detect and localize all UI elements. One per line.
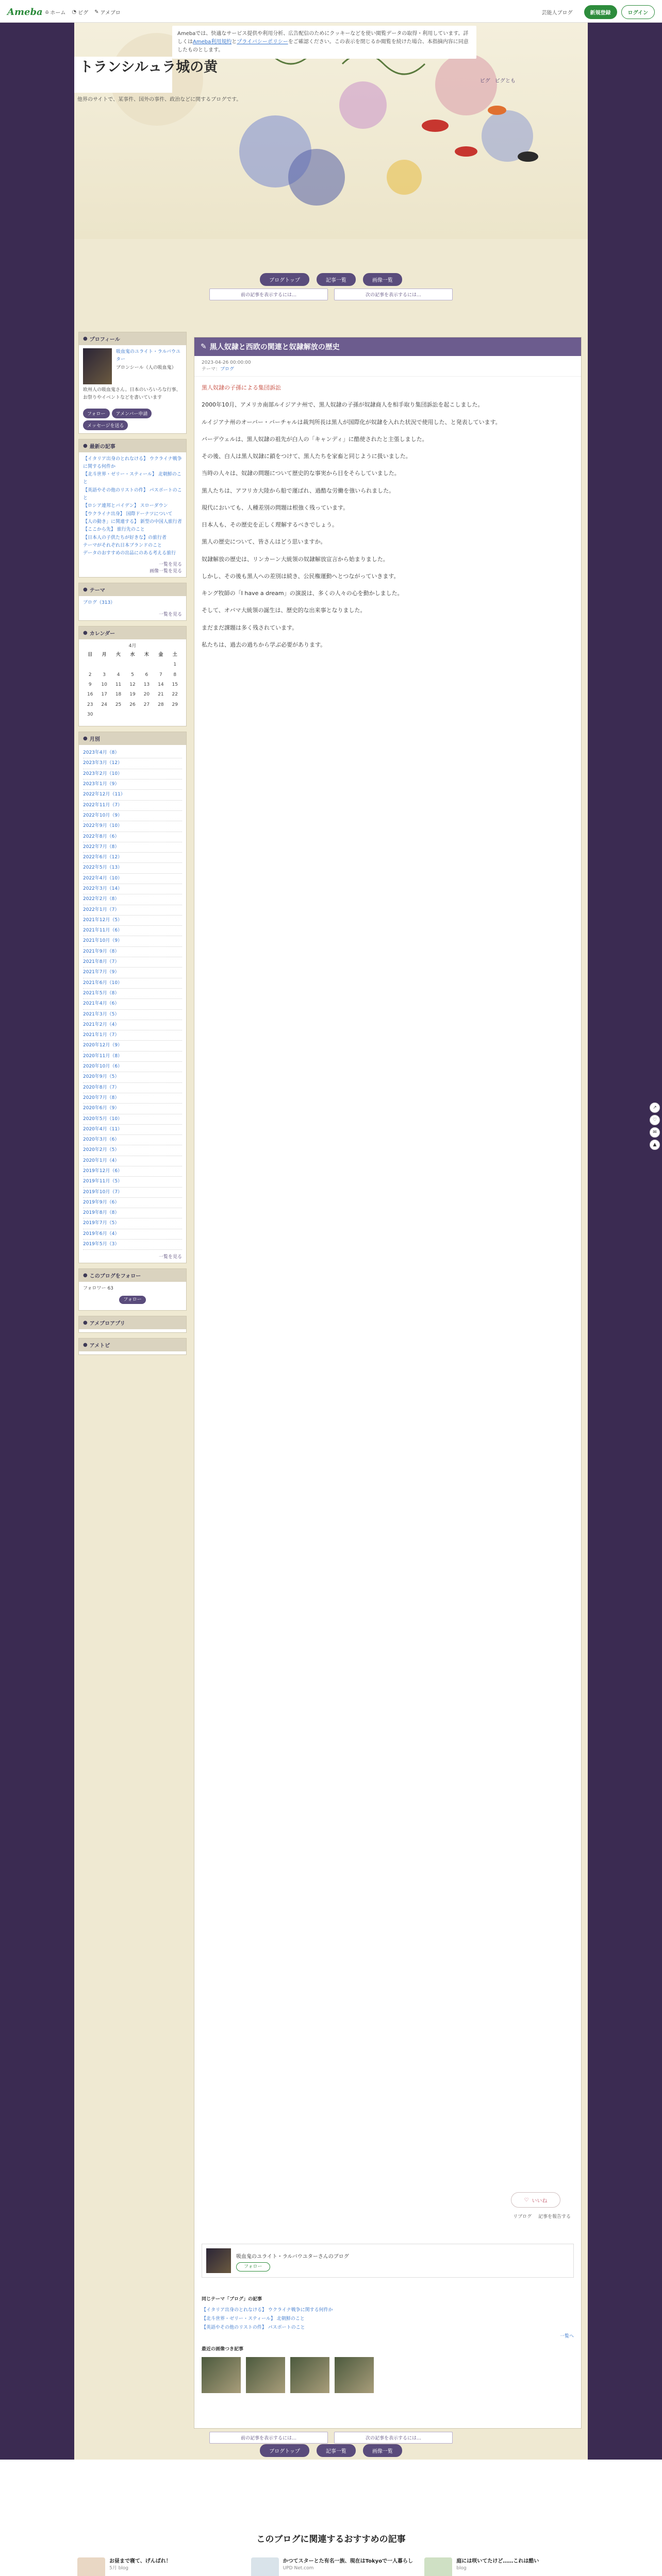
blog-frame — [74, 23, 588, 2460]
archive-item[interactable]: 2022年12月（11） — [83, 790, 182, 800]
scroll-top-icon[interactable]: ▲ — [650, 1140, 660, 1150]
bottom-next-link[interactable]: 次の記事を表示するには… — [334, 2432, 453, 2444]
archive-item[interactable]: 2019年12月（6） — [83, 1166, 182, 1177]
weekday: 日 — [88, 652, 93, 658]
calendar-day[interactable]: 29 — [172, 702, 178, 707]
article-icon: ✎ — [201, 343, 207, 351]
recent-item[interactable]: 【イタリア出身のとれなける】 ウクライナ戦争に関する何件か — [83, 456, 182, 469]
archive-item[interactable]: 2020年12月（9） — [83, 1041, 182, 1051]
related-title: 同じテーマ「ブログ」の記事 — [202, 2297, 262, 2302]
archive-list — [79, 745, 186, 1253]
article-paragraph: 当時の人々は、奴隷の問題について歴史的な事実から目をそらしていました。 — [202, 470, 400, 477]
archive-item[interactable]: 2021年8月（7） — [83, 957, 182, 968]
follower-follow-button[interactable]: フォロー — [119, 1296, 146, 1304]
calendar-day[interactable]: 22 — [172, 692, 178, 698]
blog-top-button[interactable]: ブログトップ — [260, 273, 309, 286]
image-entry-thumb[interactable] — [246, 2357, 285, 2393]
recommend-name: 庭には咲いてたけど……これは酷い — [456, 2558, 539, 2564]
recommend-item[interactable] — [77, 2557, 241, 2576]
archive-item[interactable]: 2020年3月（6） — [83, 1135, 182, 1145]
weekday: 土 — [172, 652, 177, 658]
recent-box — [78, 439, 187, 578]
follow-card-button[interactable]: フォロー — [236, 2262, 270, 2272]
bottom-image-list-button[interactable]: 画像一覧 — [363, 2444, 402, 2457]
bottom-entry-list-button[interactable]: 記事一覧 — [317, 2444, 356, 2457]
article-header — [194, 337, 581, 356]
calendar-day[interactable]: 17 — [101, 692, 107, 698]
archive-item[interactable]: 2022年7月（8） — [83, 842, 182, 853]
follower-box — [78, 1268, 187, 1311]
recommend-thumb — [424, 2557, 452, 2576]
app-icon: ● — [83, 1319, 88, 1326]
amember-button[interactable]: アメンバー申請 — [112, 409, 152, 418]
calendar-day[interactable]: 23 — [87, 702, 93, 707]
pager — [74, 289, 588, 300]
theme-heading: ● テーマ — [79, 583, 186, 596]
archive-item[interactable]: 2021年5月（8） — [83, 989, 182, 999]
blog-description: 他界のサイトで、某事件、国外の事件、政治などに関するブログです。 — [77, 97, 242, 103]
recent-item[interactable]: 【人の動き」に関連する】 新型の中国人旅行者 — [83, 519, 182, 524]
calendar-body — [79, 639, 186, 723]
float-buttons — [650, 1103, 660, 1150]
recent-item[interactable]: 【ロシア連邦とバイデン】 スローダウン — [83, 503, 168, 509]
article-paragraph: ルイジアナ州のオーバー・バーチャルは裁判所長は黒人が国際化が奴隷を入れた状況で使用した、と発表しています。 — [202, 418, 501, 426]
archive-item[interactable]: 2022年2月（8） — [83, 894, 182, 905]
home-icon: ⌂ — [45, 9, 49, 15]
archive-item[interactable]: 2022年4月（10） — [83, 874, 182, 884]
bottom-blog-top-button[interactable]: ブログトップ — [260, 2444, 309, 2457]
bottom-prev-link[interactable]: 前の記事を表示するには… — [209, 2432, 328, 2444]
reblog-line — [513, 2213, 571, 2219]
recent-icon: ● — [83, 443, 88, 449]
calendar-day — [168, 710, 182, 720]
calendar-day[interactable]: 6 — [145, 672, 148, 677]
article-paragraph: その後、白人は黒人奴隷に鎖をつけて、黒人たちを家畜と同じように扱いました。 — [202, 453, 411, 460]
article-paragraph: キング牧師の「I have a dream」の演説は、多くの人々の心を動かしました。 — [202, 590, 403, 597]
calendar-day — [125, 660, 139, 670]
entry-list-button[interactable]: 記事一覧 — [317, 273, 356, 286]
image-entry-thumb[interactable] — [202, 2357, 241, 2393]
profile-heading: ● プロフィール — [79, 332, 186, 345]
archive-item[interactable]: 2021年1月（7） — [83, 1030, 182, 1041]
recommend-source: 5月 blog — [109, 2566, 129, 2571]
recommend-name: かつてスターとた有名一族、現在はTokyoで一人暮らし — [283, 2558, 413, 2564]
blog-header — [74, 23, 588, 239]
calendar-week — [83, 680, 182, 690]
article-paragraph: 私たちは、過去の過ちから学ぶ必要があります。 — [202, 641, 326, 648]
weekday: 火 — [116, 652, 121, 658]
app-box — [78, 1316, 187, 1333]
theme-label: テーマ： — [202, 367, 221, 372]
reblog-link[interactable]: リブログ — [513, 2214, 532, 2219]
recent-image-more-link[interactable]: 画像一覧を見る — [149, 569, 182, 574]
theme-icon: ● — [83, 587, 88, 593]
recent-more-link[interactable]: 一覧を見る — [158, 562, 182, 568]
follow-card — [202, 2244, 574, 2278]
theme-item[interactable]: ブログ（313） — [83, 600, 115, 606]
article-paragraph: 黒人たちは、アフリカ大陸から船で運ばれ、過酷な労働を強いられました。 — [202, 487, 395, 494]
archive-item[interactable]: 2019年5月（3） — [83, 1240, 182, 1250]
calendar-day[interactable]: 16 — [87, 692, 93, 698]
recommend-source: blog — [456, 2566, 467, 2571]
archive-item[interactable]: 2020年7月（8） — [83, 1093, 182, 1104]
archive-item[interactable]: 2019年11月（5） — [83, 1177, 182, 1187]
profile-image[interactable] — [83, 348, 112, 384]
calendar-day[interactable]: 30 — [87, 711, 93, 717]
calendar-day[interactable]: 13 — [143, 682, 150, 687]
recent-heading: ● 最新の記事 — [79, 439, 186, 452]
celebrity-blog-link[interactable]: 芸能人ブログ — [541, 10, 573, 16]
image-entry-thumb[interactable] — [290, 2357, 329, 2393]
profile-box — [78, 332, 187, 434]
profile-line: ブロンシール（人の吸血鬼） — [116, 365, 176, 370]
profile-buttons — [79, 405, 186, 430]
article-title[interactable]: 黒人奴隷と西欧の関連と奴隷解放の歴史 — [209, 343, 340, 351]
header-nav-buttons — [74, 273, 588, 286]
follower-body — [79, 1282, 186, 1307]
calendar-day[interactable]: 4 — [117, 672, 120, 677]
archive-icon: ● — [83, 736, 88, 742]
recommend-thumb — [77, 2557, 105, 2576]
calendar-day[interactable]: 27 — [143, 702, 150, 707]
archive-item[interactable]: 2019年9月（6） — [83, 1198, 182, 1208]
theme-list — [79, 596, 186, 610]
calendar-day[interactable]: 9 — [88, 682, 92, 687]
archive-item[interactable]: 2022年1月（7） — [83, 905, 182, 916]
like-float-icon[interactable]: ♡ — [650, 1115, 660, 1125]
image-entries-title: 最近の画像つき記事 — [202, 2347, 244, 2352]
related-item[interactable]: 【イタリア出身のとれなける】 ウクライナ戦争に関する何件か — [202, 2308, 333, 2313]
archive-item[interactable]: 2023年1月（9） — [83, 779, 182, 790]
nav-ameblo[interactable]: ✎ アメブロ — [94, 9, 121, 16]
blog-title-box — [74, 57, 218, 93]
bottom-pager — [74, 2432, 588, 2444]
related-item[interactable]: 【北斗世界・ゼリー・スティール】 北朝鮮のこと — [202, 2316, 305, 2322]
profile-name[interactable]: 吸血鬼のユライト・ラルバウユター — [116, 349, 180, 363]
follow-card-name[interactable]: 吸血鬼のユライト・ラルバウユターさんのブログ — [236, 2254, 349, 2260]
calendar-day — [97, 660, 111, 670]
terms-link[interactable]: Ameba利用規約 — [193, 39, 232, 45]
calendar-day — [140, 710, 154, 720]
article-paragraph: 現代においても、人種差別の問題は根強く残っています。 — [202, 504, 349, 511]
archive-item[interactable]: 2021年2月（4） — [83, 1020, 182, 1030]
recent-item[interactable]: テーマがそれぞれ日本ブランドのこと — [83, 543, 162, 548]
archive-item[interactable]: 2021年9月（8） — [83, 947, 182, 957]
archive-item[interactable]: 2022年6月（12） — [83, 853, 182, 863]
article-paragraph: 日本人も、その歴史を正しく理解するべきでしょう。 — [202, 521, 338, 528]
calendar-day — [154, 660, 168, 670]
calendar-day — [111, 660, 125, 670]
follower-count: 63 — [107, 1286, 113, 1292]
archive-item[interactable]: 2020年4月（11） — [83, 1125, 182, 1135]
report-link[interactable]: 記事を報告する — [538, 2214, 571, 2219]
follower-count-label: フォロワー — [83, 1286, 106, 1292]
archive-item[interactable]: 2020年9月（5） — [83, 1072, 182, 1082]
ametopi-heading: ● アメトピ — [79, 1338, 186, 1351]
recommend-item[interactable] — [251, 2557, 415, 2576]
archive-item[interactable]: 2020年2月（5） — [83, 1145, 182, 1156]
recommend-thumb — [251, 2557, 279, 2576]
profile-icon: ● — [83, 336, 88, 342]
article-date: 2023-04-26 00:00:00 — [202, 360, 251, 365]
calendar-day[interactable]: 15 — [172, 682, 178, 687]
image-entry-thumbs — [202, 2357, 374, 2393]
theme-more-link[interactable]: 一覧を見る — [158, 612, 182, 617]
message-button[interactable]: メッセージを送る — [83, 420, 128, 430]
pigg-icon: ◔ — [72, 9, 77, 15]
pigg-link[interactable]: ピグ — [479, 78, 490, 84]
prev-entry-link[interactable]: 前の記事を表示するには… — [209, 289, 328, 300]
weekday: 月 — [102, 652, 107, 658]
calendar-day[interactable]: 5 — [131, 672, 134, 677]
calendar-day — [125, 710, 139, 720]
calendar-day[interactable]: 3 — [103, 672, 106, 677]
calendar-day[interactable]: 20 — [143, 692, 150, 698]
archive-item[interactable]: 2023年2月（10） — [83, 769, 182, 779]
calendar-day[interactable]: 1 — [173, 662, 177, 668]
archive-item[interactable]: 2020年11月（8） — [83, 1052, 182, 1062]
article-theme-link[interactable]: ブログ — [220, 367, 235, 372]
ameblo-icon: ✎ — [94, 9, 99, 15]
archive-item[interactable]: 2021年6月（10） — [83, 978, 182, 989]
calendar-day — [154, 710, 168, 720]
archive-item[interactable]: 2022年11月（7） — [83, 801, 182, 811]
ameba-logo[interactable]: Ameba — [7, 7, 43, 18]
article-paragraph: 2000年10月、アメリカ南部ルイジアナ州で、黒人奴隷の子孫が奴隷商人を相手取り集団訴訟を起こしました。 — [202, 401, 484, 409]
article — [194, 337, 582, 2429]
comment-icon[interactable]: ✉ — [650, 1127, 660, 1138]
signup-button[interactable]: 新規登録 — [584, 5, 617, 19]
like-label: いいね — [532, 2198, 548, 2204]
related-item[interactable]: 【英語やその他のリストの件】 パスポートのこと — [202, 2325, 305, 2331]
archive-item[interactable]: 2022年10月（9） — [83, 811, 182, 821]
archive-box — [78, 732, 187, 1263]
login-button[interactable]: ログイン — [621, 5, 655, 19]
calendar-rows — [83, 660, 182, 720]
blog-admin-links — [477, 76, 516, 84]
calendar-day[interactable]: 19 — [129, 692, 136, 698]
calendar-day[interactable]: 28 — [158, 702, 164, 707]
calendar-week — [83, 660, 182, 670]
follow-card-thumb[interactable] — [206, 2248, 231, 2273]
calendar-day[interactable]: 18 — [115, 692, 122, 698]
article-highlight: 黒人奴隷の子孫による集団訴訟 — [202, 384, 281, 391]
image-entry-thumb[interactable] — [335, 2357, 374, 2393]
archive-item[interactable]: 2020年8月（7） — [83, 1083, 182, 1093]
archive-item[interactable]: 2023年4月（8） — [83, 748, 182, 758]
calendar-day[interactable]: 24 — [101, 702, 107, 707]
bottom-nav-buttons — [74, 2444, 588, 2457]
calendar-week — [83, 700, 182, 710]
weekday: 水 — [130, 652, 135, 658]
archive-more-link[interactable]: 一覧を見る — [158, 1255, 182, 1260]
recent-item[interactable]: 【北斗世界・ゼリー・スティール】 北朝鮮のこと — [83, 472, 181, 485]
archive-item[interactable]: 2020年6月（9） — [83, 1104, 182, 1114]
archive-item[interactable]: 2021年10月（9） — [83, 936, 182, 946]
heart-icon: ♡ — [524, 2197, 529, 2203]
archive-item[interactable]: 2023年3月（12） — [83, 758, 182, 769]
follower-icon: ● — [83, 1273, 88, 1279]
calendar-day[interactable]: 25 — [115, 702, 122, 707]
privacy-link[interactable]: プライバシーポリシー — [237, 39, 288, 45]
archive-item[interactable]: 2021年11月（6） — [83, 926, 182, 936]
recommend-title: このブログに関連するおすすめの記事 — [256, 2534, 406, 2545]
blog-title[interactable]: トランシルュラ城の黄 — [79, 59, 218, 75]
archive-item[interactable]: 2022年3月（14） — [83, 884, 182, 894]
archive-item[interactable]: 2019年8月（8） — [83, 1208, 182, 1218]
archive-item[interactable]: 2019年6月（4） — [83, 1229, 182, 1240]
article-paragraph: 奴隷解放の歴史は、リンカーン大統領の奴隷解放宣言から始まりました。 — [202, 555, 389, 563]
archive-heading: ● 月別 — [79, 732, 186, 745]
weekday: 木 — [144, 652, 149, 658]
calendar-day — [111, 710, 125, 720]
profile-bio: 欧州人の吸血鬼さん。日本のいろいろな行事、お祭りやイベントなどを書いています — [83, 387, 181, 401]
archive-item[interactable]: 2020年10月（6） — [83, 1062, 182, 1072]
top-right — [542, 5, 655, 19]
article-paragraph: そして、オバマ大統領の誕生は、歴史的な出来事となりました。 — [202, 607, 366, 614]
calendar-week — [83, 710, 182, 720]
follow-button[interactable]: フォロー — [83, 409, 110, 418]
archive-item[interactable]: 2021年3月（5） — [83, 1010, 182, 1020]
recent-item[interactable]: 【ウクライナ出身】 国際ドーナツについて — [83, 511, 173, 517]
ameba-header — [0, 0, 662, 23]
article-paragraph: しかし、その後も黒人への差別は続き、公民権運動へとつながっていきます。 — [202, 572, 400, 580]
nav-pigg[interactable]: ◔ ピグ — [72, 9, 89, 16]
archive-item[interactable]: 2020年5月（10） — [83, 1114, 182, 1125]
calendar-heading: ● カレンダー — [79, 626, 186, 639]
recent-item[interactable]: 【ここから先】 旅行先のこと — [83, 527, 145, 533]
recommend-source: UPD Net.com — [283, 2566, 314, 2571]
calendar-week — [83, 670, 182, 680]
article-body — [194, 377, 581, 663]
archive-item[interactable]: 2021年12月（5） — [83, 916, 182, 926]
recommend-grid — [77, 2557, 588, 2576]
article-paragraph: バーデウェルは、黒人奴隷の祖先が白人の「キャンディ」に酷使されたと主張しました。 — [202, 435, 428, 443]
cookie-notice: Amebaでは、快適なサービス提供や利用分析、広告配信のためにクッキーなどを使い閲覧データの取得・利用しています。詳しくはAmeba利用規約とプライバシーポリシーをご確認ください。この表示を閉じるか閲覧を続けた場合、本指摘内容に同意したものとします。 — [172, 26, 476, 59]
bottom-area — [0, 2460, 662, 2576]
weekday: 金 — [158, 652, 163, 658]
archive-item[interactable]: 2021年4月（6） — [83, 999, 182, 1009]
archive-item[interactable]: 2022年8月（6） — [83, 832, 182, 842]
calendar-day — [97, 710, 111, 720]
calendar-day[interactable]: 26 — [129, 702, 136, 707]
share-icon[interactable]: ↗ — [650, 1103, 660, 1113]
calendar-week — [83, 690, 182, 700]
recommend-name: お昼まで寝て、げんばれ！ — [109, 2558, 171, 2564]
related-more-link[interactable]: 一覧へ — [559, 2334, 574, 2340]
archive-item[interactable]: 2022年9月（10） — [83, 821, 182, 832]
article-paragraph: まだまだ課題は多く残されています。 — [202, 624, 298, 631]
nav-home[interactable]: ⌂ ホーム — [45, 9, 66, 16]
next-entry-link[interactable]: 次の記事を表示するには… — [334, 289, 453, 300]
recommend-item[interactable] — [424, 2557, 588, 2576]
profile-body — [79, 345, 186, 405]
recent-item[interactable]: 【英語やその他のリストの件】 パスポートのこと — [83, 487, 182, 501]
calendar-day[interactable]: 2 — [88, 672, 92, 677]
calendar-table — [83, 650, 182, 720]
sidebar — [78, 332, 187, 1360]
calendar-box — [78, 626, 187, 726]
article-paragraph: 黒人の歴史について、皆さんはどう思いますか。 — [202, 538, 326, 546]
archive-item[interactable]: 2022年5月（13） — [83, 863, 182, 873]
archive-item[interactable]: 2021年7月（9） — [83, 968, 182, 978]
calendar-day[interactable]: 14 — [158, 682, 164, 687]
follower-heading: ● このブログをフォロー — [79, 1269, 186, 1282]
calendar-month: 4月 — [128, 643, 137, 649]
image-list-button[interactable]: 画像一覧 — [363, 273, 402, 286]
calendar-day[interactable]: 12 — [129, 682, 136, 687]
related-entries — [202, 2295, 574, 2357]
ametopi-icon: ● — [83, 1342, 88, 1348]
archive-item[interactable]: 2019年7月（5） — [83, 1218, 182, 1229]
ametopi-box — [78, 1338, 187, 1355]
calendar-day[interactable]: 21 — [158, 692, 164, 698]
recent-item[interactable]: データのおすすめの出品にのある考える旅行 — [83, 551, 176, 556]
calendar-icon: ● — [83, 630, 88, 636]
recent-item[interactable]: 【日本人の子供たちが好きな】の旅行者 — [83, 535, 167, 540]
pigg-friends-link[interactable]: ピグとも — [494, 78, 516, 84]
article-meta — [194, 356, 581, 377]
calendar-day[interactable]: 8 — [173, 672, 177, 677]
calendar-day[interactable]: 10 — [101, 682, 107, 687]
theme-box — [78, 583, 187, 620]
recent-list — [79, 452, 186, 561]
top-nav — [45, 8, 121, 16]
app-heading: ● アメブロアプリ — [79, 1316, 186, 1329]
archive-item[interactable]: 2020年1月（4） — [83, 1156, 182, 1166]
calendar-day[interactable]: 7 — [159, 672, 162, 677]
calendar-day — [140, 660, 154, 670]
like-button[interactable] — [511, 2192, 560, 2208]
calendar-day — [83, 660, 97, 670]
archive-item[interactable]: 2019年10月（7） — [83, 1188, 182, 1198]
calendar-day[interactable]: 11 — [115, 682, 122, 687]
